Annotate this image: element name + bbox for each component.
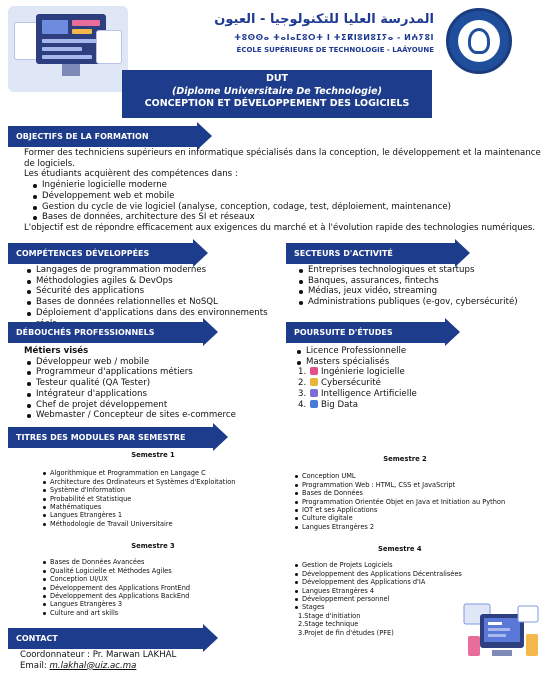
- master-item-3: 3. Intelligence Artificielle: [298, 388, 417, 399]
- list-item: Algorithmique et Programmation en Langage C: [38, 469, 268, 477]
- email-link[interactable]: m.lakhal@uiz.ac.ma: [49, 660, 137, 671]
- list-item: Programmation Web : HTML, CSS et JavaScript: [290, 481, 520, 489]
- poursuite-body: [292, 346, 547, 410]
- list-item: Développement personnel: [290, 595, 470, 603]
- objectifs-body: [24, 148, 544, 234]
- list-item: Bases de données, architecture des SI et réseaux: [28, 212, 544, 223]
- semester-3-list: [38, 558, 268, 617]
- section-heading-contact: CONTACT: [8, 628, 204, 649]
- school-seal-logo: [446, 8, 512, 74]
- list-item: Gestion du cycle de vie logiciel (analyse, conception, codage, test, déploiement, maintenance): [28, 202, 544, 213]
- objectifs-intro: Former des techniciens supérieurs en informatique spécialisés dans la conception, le développement et la maintenance de logiciels.: [24, 148, 541, 169]
- list-item: Développement des Applications Décentralisées: [290, 570, 470, 578]
- list-item: Bases de Données Avancées: [38, 558, 268, 566]
- objectifs-lead: Les étudiants acquièrent des compétences dans :: [24, 169, 238, 180]
- degree-title: DUT: [265, 73, 289, 84]
- list-item: Développeur web / mobile: [22, 357, 282, 368]
- semester-4-list: [290, 561, 470, 611]
- school-name-french: ÉCOLE SUPÉRIEURE DE TECHNOLOGIE - LAÂYOUNE: [236, 46, 434, 54]
- list-item: Méthodologie de Travail Universitaire: [38, 520, 268, 528]
- list-item: Programmation Orientée Objet en Java et Initiation au Python: [290, 498, 520, 506]
- semester-2-list: [290, 472, 520, 531]
- semester-1: [38, 451, 268, 528]
- monitor-stand: [62, 64, 80, 76]
- list-item: Probabilité et Statistique: [38, 495, 268, 503]
- master-item-2: 2. Cybersécurité: [298, 378, 381, 389]
- list-item: Stages: [290, 603, 470, 611]
- lock-icon: [310, 378, 318, 386]
- semester-4: [290, 545, 470, 637]
- chart-card-illustration: [96, 30, 122, 64]
- list-item: Développement des Applications BackEnd: [38, 592, 268, 600]
- email-label: Email:: [20, 660, 50, 671]
- list-item: Déploiement d'applications dans des environnements: [22, 308, 282, 329]
- stages-list: [290, 612, 470, 637]
- semester-title: Semestre 3: [131, 542, 175, 550]
- contact-body: [20, 650, 320, 671]
- master-item-1: 1. Ingénierie logicielle: [298, 367, 405, 378]
- list-item: Culture digitale: [290, 514, 520, 522]
- semester-3: [38, 542, 268, 617]
- list-item: Sécurité des applications: [22, 286, 282, 297]
- list-item: Médias, jeux vidéo, streaming: [294, 286, 549, 297]
- list-item: Chef de projet développement: [22, 400, 282, 411]
- title-banner: [122, 70, 432, 118]
- list-item: Langues Etrangères 2: [290, 523, 520, 531]
- list-item: Conception UML: [290, 472, 520, 480]
- code-icon: [310, 367, 318, 375]
- list-item: Architecture des Ordinateurs et Systèmes d'Exploitation: [38, 478, 268, 486]
- poursuite-list: [292, 346, 547, 367]
- debouches-subheading: Métiers visés: [24, 346, 89, 356]
- coordinator: Coordonnateur : Pr. Marwan LAKHAL: [20, 650, 177, 660]
- list-item: Culture and art skills: [38, 609, 268, 617]
- list-item: Conception UI/UX: [38, 575, 268, 583]
- list-item: Langues Etrangères 3: [38, 600, 268, 608]
- list-item: Intégrateur d'applications: [22, 389, 282, 400]
- debouches-list: [22, 357, 282, 421]
- debouches-body: [22, 346, 282, 421]
- semester-title: Semestre 1: [131, 451, 175, 459]
- list-item: Testeur qualité (QA Tester): [22, 378, 282, 389]
- program-title: CONCEPTION ET DÉVELOPPEMENT DES LOGICIELS: [144, 98, 410, 109]
- email-line: [20, 661, 320, 672]
- stage-item: 1.Stage d'initiation: [298, 611, 361, 620]
- section-heading-poursuite: POURSUITE D'ÉTUDES: [286, 322, 446, 343]
- list-item: Gestion de Projets Logiciels: [290, 561, 470, 569]
- list-item: Système d'Information: [38, 486, 268, 494]
- chart-icon: [310, 400, 318, 408]
- list-item: Langues Etrangères 4: [290, 587, 470, 595]
- semester-2: [290, 455, 520, 531]
- section-heading-objectifs: OBJECTIFS DE LA FORMATION: [8, 126, 198, 147]
- list-item: Développement web et mobile: [28, 191, 544, 202]
- school-name-arabic: المدرسة العليا للتكنولوجيا - العيون: [214, 12, 434, 27]
- list-item: Banques, assurances, fintechs: [294, 276, 549, 287]
- objectifs-outro: L'objectif est de répondre efficacement aux exigences du marché et à l'évolution rapide des technologies numériques.: [24, 222, 536, 233]
- list-item: Mathématiques: [38, 503, 268, 511]
- developer-illustration: [462, 600, 542, 664]
- objectifs-list: [24, 180, 544, 223]
- section-heading-secteurs: SECTEURS D'ACTIVITÉ: [286, 243, 456, 264]
- list-item: Ingénierie logicielle moderne: [28, 180, 544, 191]
- master-item-4: 4. Big Data: [298, 399, 358, 410]
- list-item: Méthodologies agiles & DevOps: [22, 276, 282, 287]
- stage-item: 3.Projet de fin d'études (PFE): [298, 628, 394, 637]
- competences-list: [22, 265, 282, 329]
- degree-full-title: (Diplome Universitaire De Technologie): [172, 85, 382, 97]
- secteurs-list: [294, 265, 549, 308]
- list-item: Entreprises technologiques et startups: [294, 265, 549, 276]
- list-item: Bases de Données: [290, 489, 520, 497]
- school-name-tifinagh: ⵜⵓⵙⵙⴰ ⵜⴰⵏⴰⵎⵓⵔⵜ ⵏ ⵜⵉⴽⵏⵓⵍⵓⵊⵢⴰ - ⵍⵄⵢⵓⵏ: [234, 33, 434, 42]
- list-item: Licence Professionnelle: [292, 346, 547, 357]
- section-heading-debouches: DÉBOUCHÉS PROFESSIONNELS: [8, 322, 204, 343]
- list-item: Langages de programmation modernes: [22, 265, 282, 276]
- semester-title: Semestre 4: [378, 545, 422, 553]
- stage-item: 2.Stage technique: [298, 620, 359, 629]
- list-item: Développement des Applications FrontEnd: [38, 584, 268, 592]
- list-item: Langues Etrangères 1: [38, 511, 268, 519]
- list-item: Qualité Logicielle et Méthodes Agiles: [38, 567, 268, 575]
- section-heading-competences: COMPÉTENCES DÉVELOPPÉES: [8, 243, 194, 264]
- list-item: Bases de données relationnelles et NoSQL: [22, 297, 282, 308]
- semester-title: Semestre 2: [383, 455, 427, 463]
- brain-icon: [310, 389, 318, 397]
- list-item: Administrations publiques (e-gov, cybersécurité): [294, 297, 549, 308]
- list-item: Programmeur d'applications métiers: [22, 367, 282, 378]
- semester-1-list: [38, 469, 268, 528]
- list-item: Webmaster / Concepteur de sites e-commerce: [22, 410, 282, 421]
- list-item: Masters spécialisés: [292, 357, 547, 368]
- list-item: IOT et ses Applications: [290, 506, 520, 514]
- master-specialties: [292, 367, 547, 410]
- section-heading-modules: TITRES DES MODULES PAR SEMESTRE: [8, 427, 214, 448]
- list-item: Développement des Applications d'IA: [290, 578, 470, 586]
